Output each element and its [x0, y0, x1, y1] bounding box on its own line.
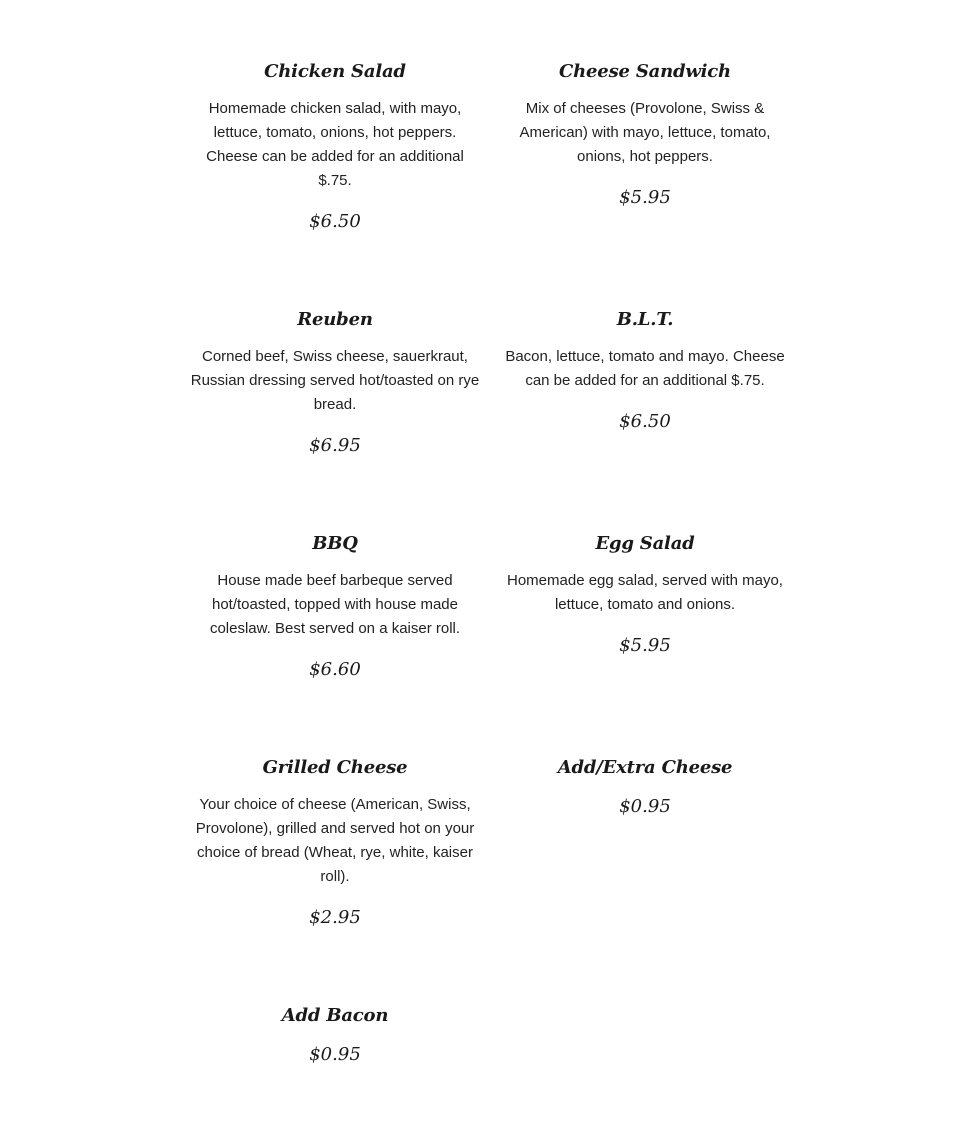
item-price: $0.95	[619, 796, 671, 817]
item-price: $2.95	[309, 907, 361, 928]
menu-item	[190, 61, 480, 233]
menu-item	[190, 757, 480, 929]
menu-item	[500, 533, 790, 657]
menu-item	[500, 61, 790, 209]
item-name: B.L.T.	[616, 309, 674, 330]
item-name: Add Bacon	[281, 1005, 389, 1026]
item-price: $0.95	[309, 1044, 361, 1065]
item-name: Cheese Sandwich	[559, 61, 731, 82]
item-name: Chicken Salad	[264, 61, 406, 82]
menu-item	[500, 309, 790, 433]
item-price: $5.95	[619, 187, 671, 208]
item-description: Bacon, lettuce, tomato and mayo. Cheese can be added for an additional $.75.	[505, 348, 785, 389]
menu-item	[190, 1005, 480, 1066]
item-price: $6.50	[309, 211, 361, 232]
item-description: Your choice of cheese (American, Swiss, Provolone), grilled and served hot on your choice of bread (Wheat, rye, white, kaiser roll).	[195, 796, 475, 885]
item-price: $6.95	[309, 435, 361, 456]
item-name: Egg Salad	[595, 533, 695, 554]
item-name: BBQ	[312, 533, 358, 554]
item-name: Reuben	[297, 309, 373, 330]
item-name: Add/Extra Cheese	[557, 757, 733, 778]
item-price: $6.50	[619, 411, 671, 432]
item-price: $6.60	[309, 659, 361, 680]
item-description: Homemade egg salad, served with mayo, lettuce, tomato and onions.	[507, 572, 783, 613]
item-description: House made beef barbeque served hot/toasted, topped with house made coleslaw. Best served on a kaiser roll.	[209, 572, 461, 637]
item-description: Mix of cheeses (Provolone, Swiss & American) with mayo, lettuce, tomato, onions, hot peppers.	[519, 100, 771, 165]
menu-item	[190, 533, 480, 681]
item-description: Homemade chicken salad, with mayo, lettuce, tomato, onions, hot peppers. Cheese can be added for an additional $.75.	[206, 100, 464, 189]
menu-item	[190, 309, 480, 457]
item-name: Grilled Cheese	[262, 757, 408, 778]
item-description: Corned beef, Swiss cheese, sauerkraut, Russian dressing served hot/toasted on rye bread.	[190, 348, 480, 413]
item-price: $5.95	[619, 635, 671, 656]
menu-item	[500, 757, 790, 818]
